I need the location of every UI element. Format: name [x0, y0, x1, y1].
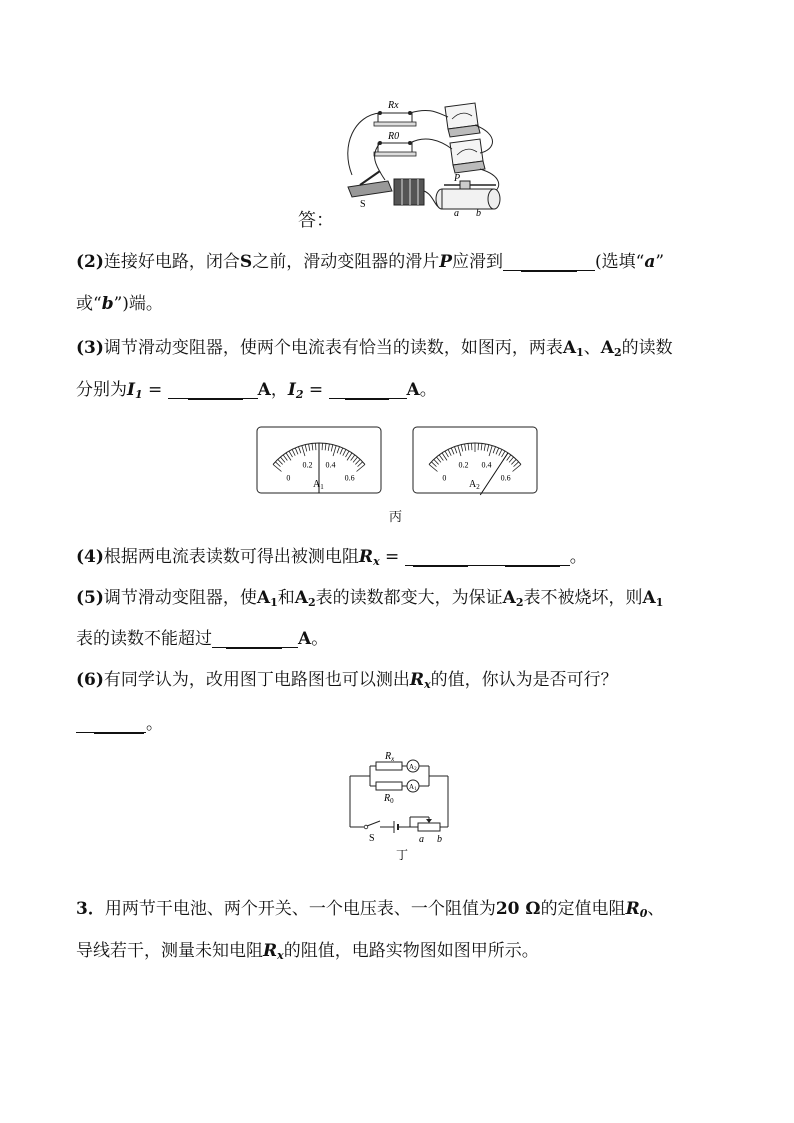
- q6-line1: (6)有同学认为，改用图丁电路图也可以测出$R_x$的值，你认为是否可行？: [76, 670, 618, 691]
- ammeter-a1-tick-label: 0.4: [325, 460, 336, 470]
- ammeter-a2-tick-label: 0: [442, 473, 447, 483]
- answer-label: 答：: [298, 210, 334, 231]
- circuit-b-label: b: [437, 834, 442, 845]
- q6-line2: 。: [76, 712, 163, 736]
- rx-answer-blank[interactable]: [405, 548, 570, 566]
- ammeter-a2-label: $A_2$: [469, 479, 480, 491]
- circuit-diagram-d: [340, 745, 470, 863]
- circuit-caption: 丁: [396, 848, 409, 862]
- ammeter-a1: [257, 427, 381, 493]
- ammeter-a2-tick-label: 0.2: [458, 460, 469, 470]
- q2-answer-blank[interactable]: [503, 253, 595, 271]
- meters-caption: 丙: [389, 510, 403, 525]
- ammeter-a1-tick-label: 0: [286, 473, 291, 483]
- circuit-a1-label: A1: [409, 783, 417, 792]
- q-next-line1: 3．用两节干电池、两个开关、一个电压表、一个阻值为20 Ω的定值电阻$R_0$、: [76, 899, 665, 920]
- circuit-a2-label: A2: [409, 763, 417, 772]
- slider-p-label: P: [454, 173, 461, 184]
- q3-line2: 分别为$I_1$ = A，$I_2$ = A。: [76, 380, 437, 401]
- q5-line2: 表的读数不能超过 A。: [76, 629, 329, 649]
- circuit-rx-label: $R_x$: [385, 751, 395, 763]
- i2-answer-blank[interactable]: [329, 381, 407, 399]
- end-a-label: a: [454, 208, 459, 219]
- ammeter-a1-label: $A_1$: [313, 479, 324, 491]
- circuit-s-label: S: [369, 833, 375, 844]
- circuit-r0-label: $R_0$: [384, 793, 394, 805]
- i1-answer-blank[interactable]: [168, 381, 258, 399]
- circuit-a-label: a: [419, 834, 424, 845]
- ammeter-a2: [413, 427, 537, 495]
- q2-line1: (2)连接好电路，闭合S之前，滑动变阻器的滑片P应滑到 (选填“a”: [76, 252, 665, 272]
- q5-line1: (5)调节滑动变阻器，使$A_1$和$A_2$表的读数都变大，为保证$A_2$表不被烧坏，则$A_1$: [76, 588, 664, 609]
- ammeter-a2-tick-label: 0.6: [500, 473, 511, 483]
- q4-line: (4)根据两电流表读数可得出被测电阻$R_x$ = 。: [76, 547, 587, 568]
- end-b-label: b: [476, 208, 481, 219]
- q3-line1: (3)调节滑动变阻器，使两个电流表有恰当的读数，如图丙，两表$A_1$、$A_2$的读数: [76, 338, 673, 359]
- q5-answer-blank[interactable]: [212, 630, 298, 648]
- ammeter-a2-tick-label: 0.4: [481, 460, 492, 470]
- q6-answer-blank[interactable]: [76, 715, 146, 733]
- physical-circuit-figure: [330, 95, 530, 220]
- rx-label: Rx: [388, 100, 399, 111]
- r0-label: R0: [388, 131, 400, 142]
- switch-label: S: [360, 199, 366, 210]
- ammeter-a1-tick-label: 0.2: [302, 460, 313, 470]
- ammeter-a1-tick-label: 0.6: [344, 473, 355, 483]
- q2-line2: 或“b”)端。: [76, 294, 163, 314]
- q-next-line2: 导线若干，测量未知电阻$R_x$的阻值，电路实物图如图甲所示。: [76, 941, 539, 962]
